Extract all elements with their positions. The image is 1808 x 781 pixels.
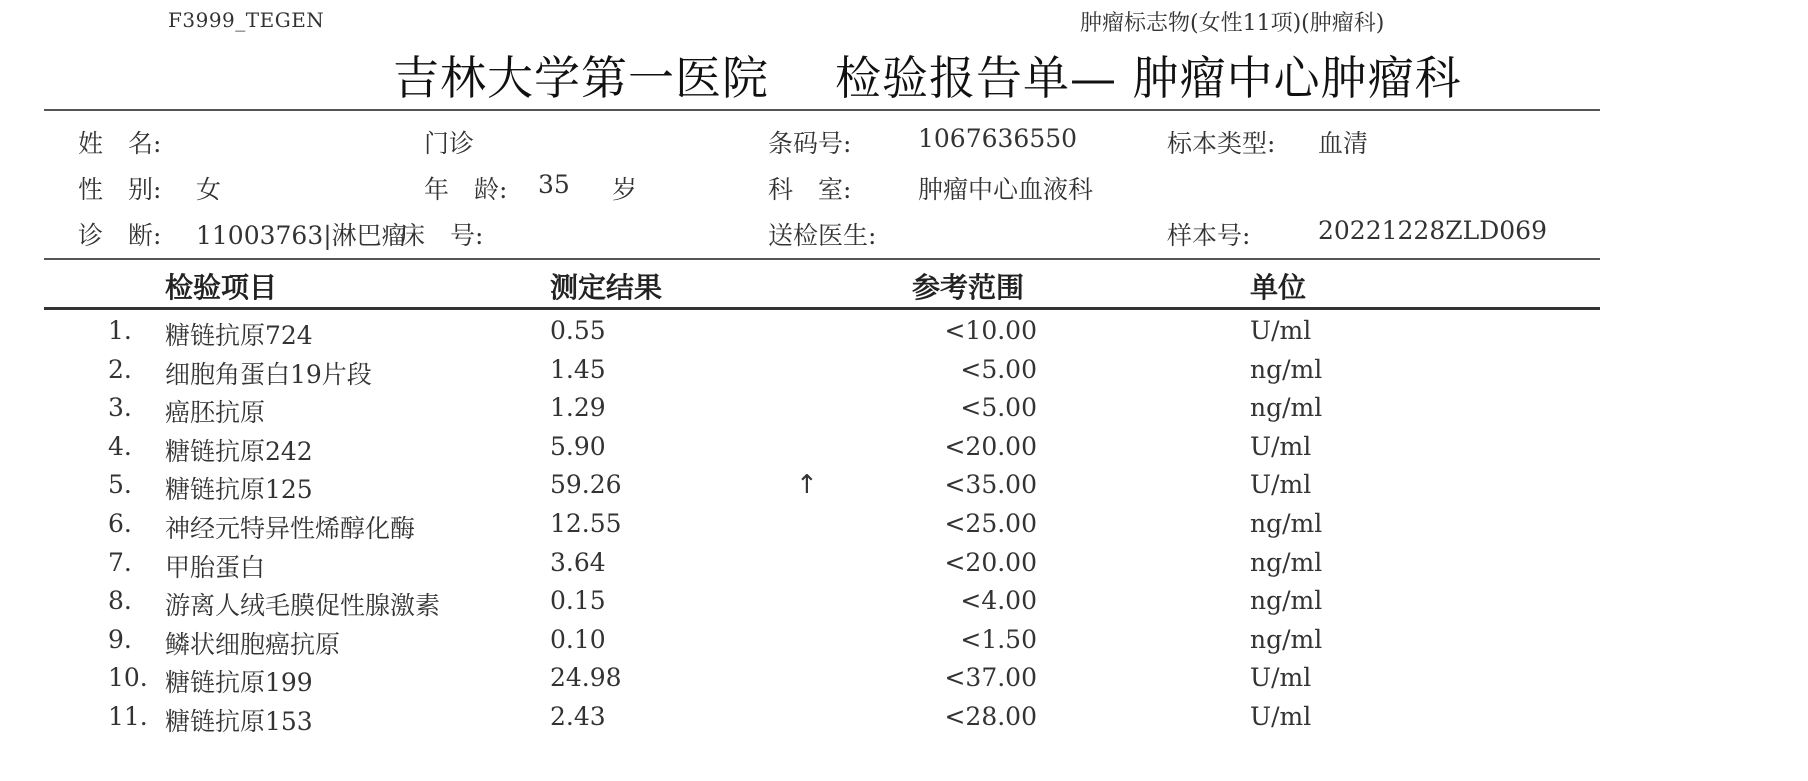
header-item: 检验项目 xyxy=(165,271,278,304)
test-name: 游离人绒毛膜促性腺激素 xyxy=(165,591,441,621)
barcode-value: 1067636550 xyxy=(918,124,1078,153)
row-number: 8. xyxy=(108,586,132,616)
test-unit: U/ml xyxy=(1250,431,1312,461)
table-row xyxy=(0,663,1700,701)
test-unit: ng/ml xyxy=(1250,624,1323,654)
header-divider xyxy=(44,307,1600,310)
hospital-name: 吉林大学第一医院 xyxy=(393,51,769,105)
row-number: 6. xyxy=(108,509,132,538)
test-name: 甲胎蛋白 xyxy=(165,552,266,582)
test-name: 癌胚抗原 xyxy=(165,398,266,428)
table-row xyxy=(0,432,1700,470)
test-unit: ng/ml xyxy=(1250,393,1323,423)
test-unit: ng/ml xyxy=(1250,547,1323,577)
sample-no-value: 20221228ZLD069 xyxy=(1318,216,1547,245)
row-number: 1. xyxy=(108,316,132,345)
age-label: 年 龄: xyxy=(424,175,508,204)
test-result: 5.90 xyxy=(550,431,606,461)
reference-range: <28.00 xyxy=(944,702,1037,731)
report-title xyxy=(393,42,1462,108)
reference-range: <5.00 xyxy=(960,354,1037,384)
barcode-label: 条码号: xyxy=(768,129,852,158)
test-name: 细胞角蛋白19片段 xyxy=(165,359,372,389)
row-number: 10. xyxy=(108,663,148,693)
table-row xyxy=(0,470,1700,508)
test-unit: U/ml xyxy=(1250,316,1312,345)
test-unit: ng/ml xyxy=(1250,509,1323,538)
department-value: 肿瘤中心血液科 xyxy=(918,175,1094,204)
bed-label: 床 号: xyxy=(400,221,484,250)
reference-range: <37.00 xyxy=(944,663,1037,693)
info-divider xyxy=(44,258,1600,260)
row-number: 5. xyxy=(108,470,132,500)
diagnosis-value: 11003763|淋巴瘤 xyxy=(196,221,407,250)
row-number: 7. xyxy=(108,547,132,577)
test-result: 1.29 xyxy=(550,393,606,423)
department-label: 科 室: xyxy=(768,175,852,204)
header-result: 测定结果 xyxy=(550,271,663,304)
test-name: 糖链抗原242 xyxy=(165,436,313,466)
visit-type: 门诊 xyxy=(424,129,475,158)
test-result: 3.64 xyxy=(550,547,606,577)
sample-type-label: 标本类型: xyxy=(1167,129,1276,158)
test-unit: U/ml xyxy=(1250,702,1312,731)
table-row xyxy=(0,509,1700,547)
test-result: 0.10 xyxy=(550,624,606,654)
test-result: 24.98 xyxy=(550,663,622,693)
table-row xyxy=(0,316,1700,354)
report-subtitle: 肿瘤标志物(女性11项)(肿瘤科) xyxy=(1080,11,1385,36)
sample-type-value: 血清 xyxy=(1318,129,1369,158)
reference-range: <5.00 xyxy=(960,393,1037,423)
abnormal-flag-icon: ↑ xyxy=(796,470,818,501)
test-name: 糖链抗原153 xyxy=(165,707,313,736)
reference-range: <4.00 xyxy=(960,586,1037,616)
test-name: 糖链抗原724 xyxy=(165,321,313,350)
age-unit: 岁 xyxy=(612,175,638,204)
name-label: 姓 名: xyxy=(78,129,162,158)
test-name: 糖链抗原199 xyxy=(165,668,313,698)
reference-range: <10.00 xyxy=(944,316,1037,345)
sample-no-label: 样本号: xyxy=(1167,221,1251,250)
gender-label: 性 别: xyxy=(78,175,162,204)
reference-range: <20.00 xyxy=(944,547,1037,577)
test-result: 59.26 xyxy=(550,470,622,500)
report-name: 检验报告单— 肿瘤中心肿瘤科 xyxy=(835,51,1462,105)
test-name: 神经元特异性烯醇化酶 xyxy=(165,514,416,543)
report-code: F3999_TEGEN xyxy=(168,8,325,32)
reference-range: <1.50 xyxy=(960,624,1037,654)
header-unit: 单位 xyxy=(1250,271,1307,304)
table-row xyxy=(0,393,1700,431)
top-divider xyxy=(44,109,1600,111)
table-row xyxy=(0,548,1700,586)
table-row xyxy=(0,625,1700,663)
reference-range: <25.00 xyxy=(944,509,1037,538)
doctor-label: 送检医生: xyxy=(768,221,877,250)
test-name: 糖链抗原125 xyxy=(165,475,313,505)
test-result: 1.45 xyxy=(550,354,606,384)
test-name: 鳞状细胞癌抗原 xyxy=(165,629,341,659)
row-number: 2. xyxy=(108,354,132,384)
row-number: 4. xyxy=(108,431,132,461)
age-value: 35 xyxy=(538,170,570,199)
test-result: 2.43 xyxy=(550,702,606,731)
test-result: 0.55 xyxy=(550,316,606,345)
row-number: 11. xyxy=(108,702,148,731)
row-number: 3. xyxy=(108,393,132,423)
test-unit: U/ml xyxy=(1250,470,1312,500)
row-number: 9. xyxy=(108,624,132,654)
table-row xyxy=(0,355,1700,393)
test-result: 12.55 xyxy=(550,509,622,538)
table-row xyxy=(0,702,1700,740)
test-unit: ng/ml xyxy=(1250,586,1323,616)
diagnosis-label: 诊 断: xyxy=(78,221,162,250)
reference-range: <20.00 xyxy=(944,431,1037,461)
gender-value: 女 xyxy=(196,175,222,204)
test-unit: U/ml xyxy=(1250,663,1312,693)
reference-range: <35.00 xyxy=(944,470,1037,500)
table-row xyxy=(0,586,1700,624)
header-reference: 参考范围 xyxy=(912,271,1025,304)
test-unit: ng/ml xyxy=(1250,354,1323,384)
test-result: 0.15 xyxy=(550,586,606,616)
